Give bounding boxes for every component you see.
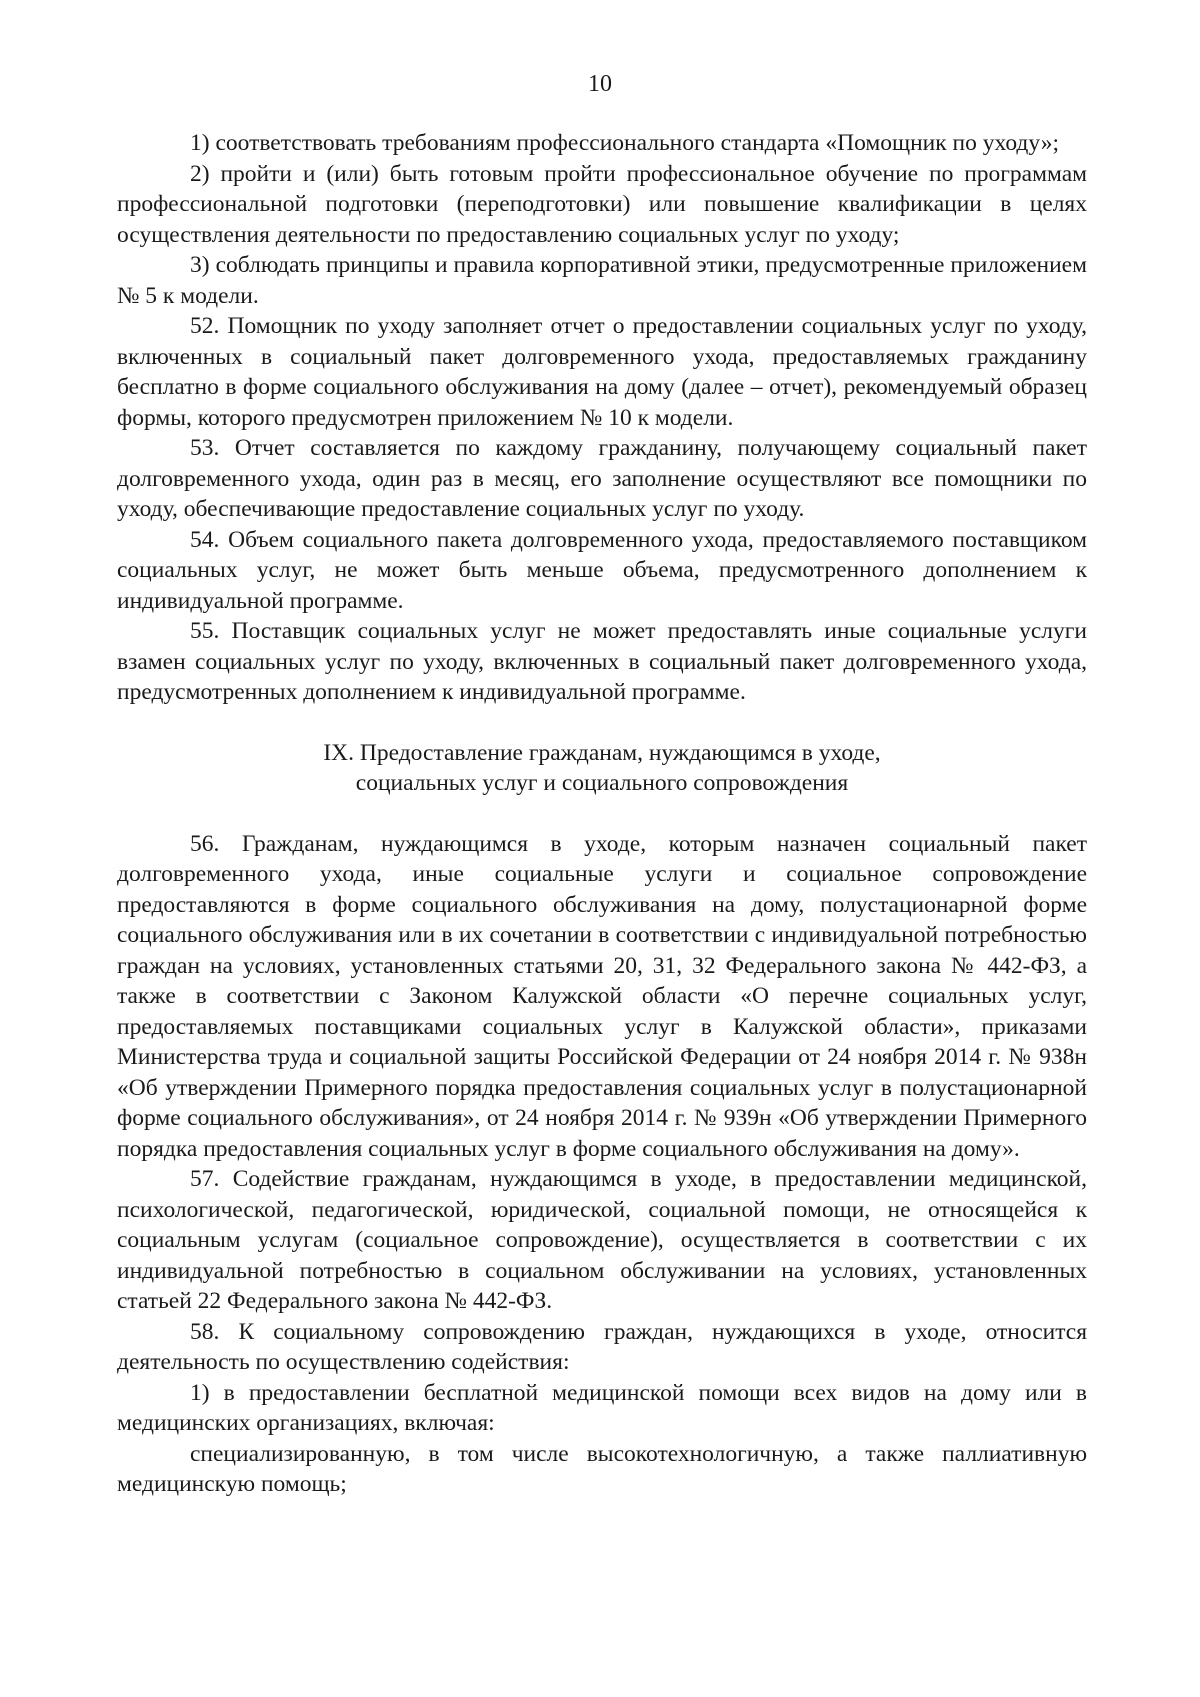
paragraph-52: 52. Помощник по уходу заполняет отчет о предоставлении социальных услуг по уходу, включенных в социальный пакет долговременного ухода, предоставляемых гражданину бесплатно в форме социального обслуживания на дому (далее – отчет), рекомендуемый образец формы, которого предусмотрен приложением № 10 к модели. xyxy=(117,313,1087,431)
paragraph-58-item-1-sub: специализированную, в том числе высокотехнологичную, а также паллиативную медицинскую помощь; xyxy=(117,1440,1087,1497)
paragraph-55: 55. Поставщик социальных услуг не может предоставлять иные социальные услуги взамен социальных услуг по уходу, включенных в социальный пакет долговременного ухода, предусмотренных дополнением к индивидуальной программе. xyxy=(117,618,1087,705)
paragraph-58-item-1: 1) в предоставлении бесплатной медицинской помощи всех видов на дому или в медицинских организациях, включая: xyxy=(117,1379,1087,1436)
paragraph-53: 53. Отчет составляется по каждому гражданину, получающему социальный пакет долговременного ухода, один раз в месяц, его заполнение осуществляют все помощники по уходу, обеспечивающие предоставление социальных услуг по уходу. xyxy=(117,435,1087,522)
section-heading-line-1: IX. Предоставление гражданам, нуждающимся в уходе, xyxy=(323,739,881,766)
paragraph-54: 54. Объем социального пакета долговременного ухода, предоставляемого поставщиком социальных услуг, не может быть меньше объема, предусмотренного дополнением к индивидуальной программе. xyxy=(117,526,1087,614)
paragraph-58: 58. К социальному сопровождению граждан, нуждающихся в уходе, относится деятельность по осуществлению содействия: xyxy=(117,1318,1087,1375)
document-body xyxy=(117,128,1087,1500)
section-heading xyxy=(117,738,1087,799)
paragraph-57: 57. Содействие гражданам, нуждающимся в уходе, в предоставлении медицинской, психологической, педагогической, юридической, социальной помощи, не относящейся к социальным услугам (социальное сопровождение), осуществляется в соответствии с их индивидуальной потребностью в социальном обслуживании на условиях, установленных статьей 22 Федерального закона № 442-ФЗ. xyxy=(117,1166,1087,1314)
page-number: 10 xyxy=(588,71,612,97)
paragraph-56: 56. Гражданам, нуждающимся в уходе, которым назначен социальный пакет долговременного ухода, иные социальные услуги и социальное сопровождение предоставляются в форме социального обслуживания на дому, полустационарной форме социального обслуживания или в их сочетании в соответствии с индивидуальной потребностью граждан на условиях, установленных статьями 20, 31, 32 Федерального закона № 442-ФЗ, а также в соответствии с Законом Калужской области «О перечне социальных услуг, предоставляемых поставщиками социальных услуг в Калужской области», приказами Министерства труда и социальной защиты Российской Федерации от 24 ноября 2014 г. № 938н «Об утверждении Примерного порядка предоставления социальных услуг в полустационарной форме социального обслуживания», от 24 ноября 2014 г. № 939н «Об утверждении Примерного порядка предоставления социальных услуг в форме социального обслуживания на дому». xyxy=(117,830,1087,1162)
paragraph-requirement-3: 3) соблюдать принципы и правила корпоративной этики, предусмотренные приложением № 5 к модели. xyxy=(117,252,1087,309)
paragraph-requirement-2: 2) пройти и (или) быть готовым пройти профессиональное обучение по программам профессиональной подготовки (переподготовки) или повышение квалификации в целях осуществления деятельности по предоставлению социальных услуг по уходу; xyxy=(117,160,1087,248)
paragraph-requirement-1: 1) соответствовать требованиям профессионального стандарта «Помощник по уходу»; xyxy=(190,130,1059,156)
section-heading-line-2: социальных услуг и социального сопровождения xyxy=(355,770,849,796)
